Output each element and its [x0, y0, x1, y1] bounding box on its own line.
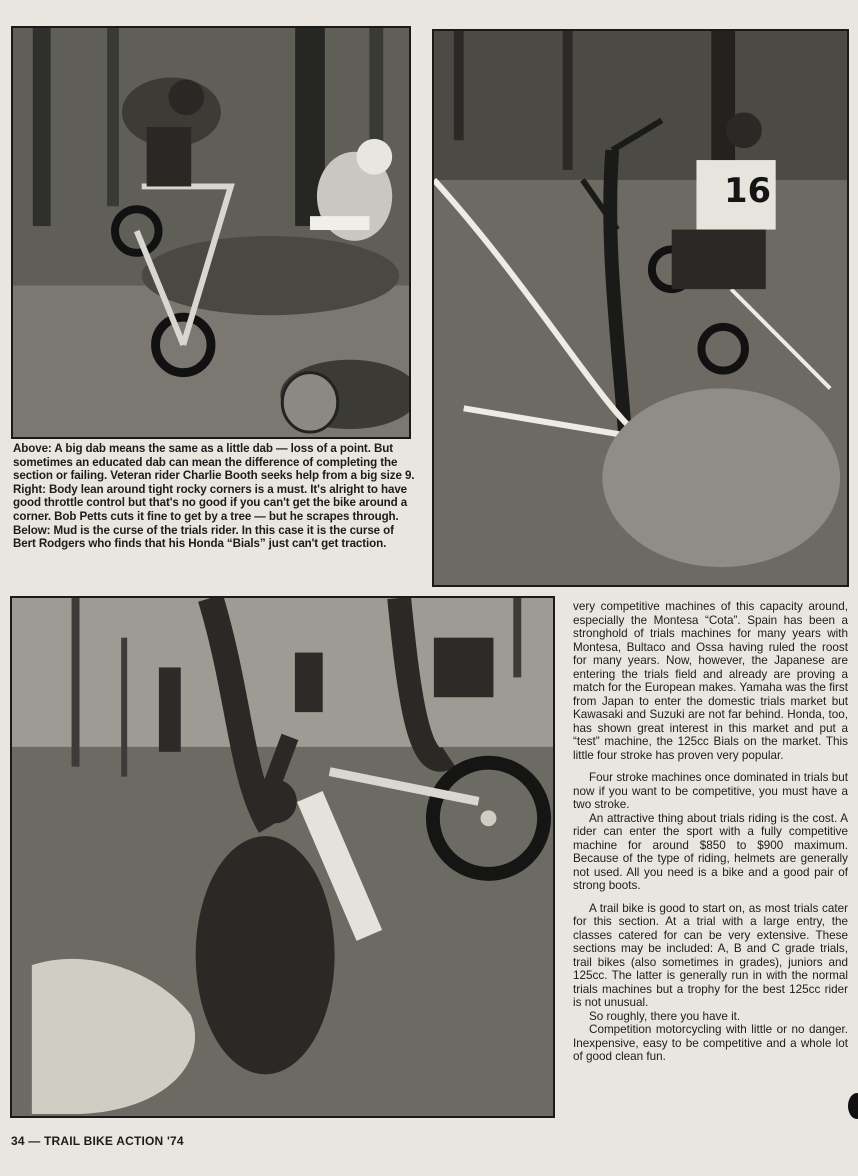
article-body [573, 600, 848, 1064]
caption-below: Below: Mud is the curse of the trials rider. In this case it is the curse of Bert Rodgers who finds that his Honda “Bials” just can't get traction. [13, 523, 394, 551]
article-paragraph: So roughly, there you have it. [589, 1009, 741, 1023]
rider-fallen-mud-photo [10, 596, 555, 1118]
caption-above: Above: A big dab means the same as a little dab — loss of a point. But sometimes an educated dab can mean the difference of completing the section or failing. Veteran rider Charlie Booth seeks help from a big size 9. [13, 442, 415, 483]
article-paragraph: Competition motorcycling with little or no danger. Inexpensive, easy to be competitive and a whole lot of good clean fun. [573, 1023, 848, 1063]
article-paragraph: An attractive thing about trials riding is the cost. A rider can enter the sport with a fully competitive machine for around $850 to $900 maximum. Because of the type of riding, helmets are generally not used. All you need is a bike and a good pair of strong boots. [573, 811, 848, 892]
caption-right: Right: Body lean around tight rocky corners is a must. It's alright to have good throttle control but that's no good if you can't get the bike around a corner. Bob Petts cuts it fine to get by a tree — but he scrapes through. [13, 482, 408, 523]
trials-rider-log-photo [11, 26, 411, 439]
article-paragraph: very competitive machines of this capacity around, especially the Montesa “Cota”. Spain has been a stronghold of trials machines for many years with Montesa, Bultaco and Ossa having ruled the roost for many years. Now, however, the Japanese are entering the trials field and already are proving a match for the European makes. Yamaha was the first from Japan to enter the domestic trials market but Kawasaki and Suzuki are not far behind. Honda, too, has shown great interest in this market and put a “test” machine, the 125cc Bials on the market. This little four stroke has proven very popular. [573, 600, 848, 762]
article-paragraph: Four stroke machines once dominated in trials but now if you want to be competitive, you must have a two stroke. [573, 771, 848, 811]
page-folio: 34 — TRAIL BIKE ACTION '74 [11, 1134, 184, 1148]
photo-captions [13, 442, 417, 551]
article-paragraph: A trail bike is good to start on, as most trials cater for this section. At a trial with a large entry, the classes catered for can be very extensive. These sections may be included: A, B and C grade trials, trail bikes (also sometimes in grades), juniors and 125cc. The latter is generally run in with the normal trials machines but a trophy for the best 125cc rider is not unusual. [573, 901, 848, 1009]
rider-number: 16 [724, 170, 772, 210]
page-edge-tab [848, 1093, 858, 1119]
trials-rider-descent-photo [432, 29, 849, 587]
